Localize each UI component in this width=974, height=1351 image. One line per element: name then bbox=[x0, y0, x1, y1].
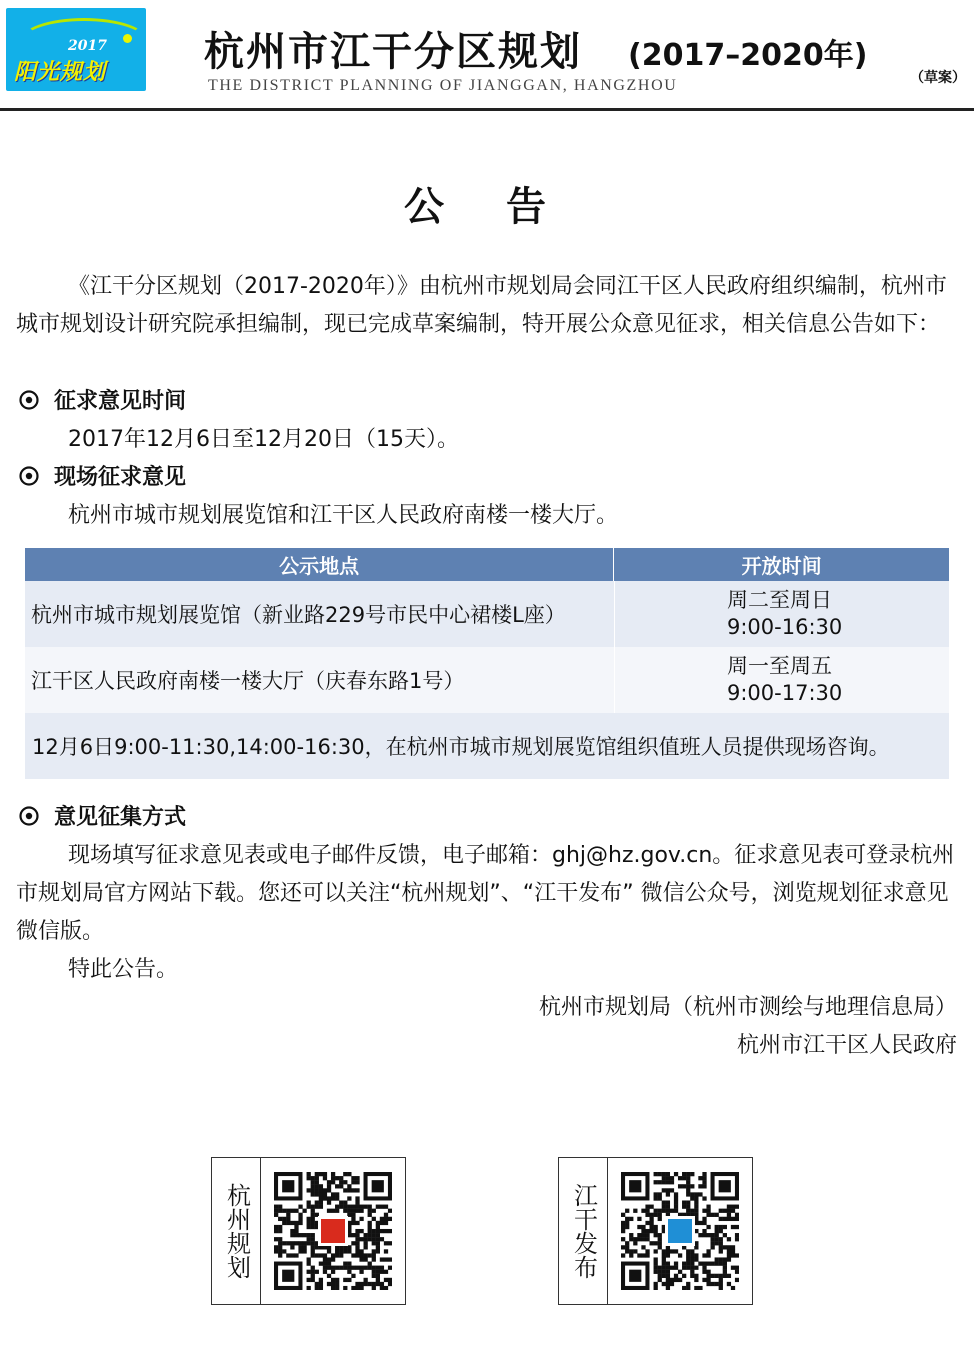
table-cell-hours bbox=[614, 647, 949, 713]
table-header-hours: 开放时间 bbox=[613, 548, 949, 581]
section-body-onsite: 杭州市城市规划展览馆和江干区人民政府南楼一楼大厅。 bbox=[68, 503, 619, 528]
table-cell-place: 杭州市城市规划展览馆（新业路229号市民中心裙楼L座） bbox=[31, 603, 566, 627]
open-days: 周二至周日 bbox=[727, 588, 832, 612]
section-heading-time bbox=[18, 383, 186, 421]
qr-label bbox=[559, 1158, 608, 1304]
document-years: (2017–2020年) bbox=[628, 38, 868, 73]
table-header-row bbox=[25, 548, 949, 581]
logo-dot bbox=[123, 34, 132, 43]
qr-center-logo bbox=[665, 1216, 695, 1246]
section-heading-label: 意见征集方式 bbox=[54, 805, 187, 830]
open-hours: 9:00-16:30 bbox=[727, 615, 843, 639]
section-heading-label: 现场征求意见 bbox=[54, 465, 187, 490]
open-hours: 9:00-17:30 bbox=[727, 681, 843, 705]
qr-center-logo bbox=[318, 1216, 348, 1246]
section-body-time: 2017年12月6日至12月20日（15天）。 bbox=[68, 427, 459, 452]
qr-card-hangzhou-planning bbox=[211, 1157, 406, 1305]
qr-label-text: 江干发布 bbox=[569, 1183, 598, 1279]
table-cell-hours bbox=[614, 581, 949, 647]
signature-bureau: 杭州市规划局（杭州市测绘与地理信息局） bbox=[538, 995, 957, 1020]
english-subtitle: THE DISTRICT PLANNING OF JIANGGAN, HANGZHOU bbox=[208, 77, 678, 94]
logo-text: 阳光规划 bbox=[14, 60, 107, 85]
table-cell-place: 江干区人民政府南楼一楼大厅（庆春东路1号） bbox=[31, 669, 465, 693]
venue-table bbox=[25, 548, 949, 779]
qr-label-text: 杭州规划 bbox=[222, 1183, 251, 1279]
logo-year: 2017 bbox=[68, 38, 107, 54]
header-divider bbox=[0, 108, 974, 111]
draft-label: （草案） bbox=[910, 70, 966, 86]
table-note: 12月6日9:00-11:30,14:00-16:30，在杭州市城市规划展览馆组织值班人员提供现场咨询。 bbox=[25, 713, 949, 779]
intro-paragraph: 《江干分区规划（2017-2020年）》由杭州市规划局会同江干区人民政府组织编制，杭州市城市规划设计研究院承担编制，现已完成草案编制，特开展公众意见征求，相关信息公告如下： bbox=[16, 274, 947, 337]
qr-code-icon[interactable] bbox=[274, 1172, 392, 1290]
circle-dot-icon bbox=[18, 389, 40, 411]
qr-label bbox=[212, 1158, 261, 1304]
sunshine-planning-logo bbox=[6, 8, 146, 91]
section-body-method: 现场填写征求意见表或电子邮件反馈，电子邮箱：ghj@hz.gov.cn。征求意见表可登录杭州市规划局官方网站下载。您还可以关注“杭州规划”、“江干发布” 微信公众号，浏览规划征求意见微信版。 bbox=[16, 843, 955, 944]
section-heading-method bbox=[18, 799, 186, 837]
open-days: 周一至周五 bbox=[727, 654, 832, 678]
table-header-place: 公示地点 bbox=[279, 554, 360, 578]
qr-card-jianggan-release bbox=[558, 1157, 753, 1305]
table-row bbox=[25, 581, 949, 647]
section-heading-label: 征求意见时间 bbox=[54, 389, 187, 414]
qr-code-icon[interactable] bbox=[621, 1172, 739, 1290]
section-heading-onsite bbox=[18, 459, 186, 497]
circle-dot-icon bbox=[18, 805, 40, 827]
document-title: 杭州市江干分区规划 bbox=[204, 29, 582, 75]
circle-dot-icon bbox=[18, 465, 40, 487]
closing-line: 特此公告。 bbox=[68, 957, 179, 982]
notice-title: 公 告 bbox=[404, 184, 570, 230]
table-row bbox=[25, 647, 949, 713]
signature-government: 杭州市江干区人民政府 bbox=[736, 1033, 957, 1058]
